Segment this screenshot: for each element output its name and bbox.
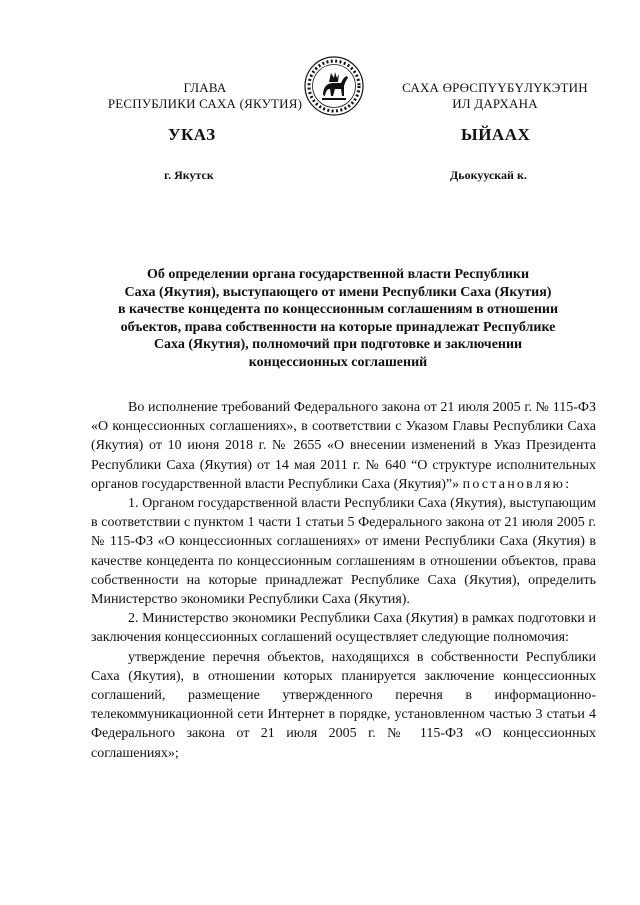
title-line: объектов, права собственности на которые принадлежат Республике: [120, 319, 556, 335]
issuer-right-line2: ИЛ ДАРХАНА: [452, 96, 538, 111]
intro-paragraph: [91, 398, 596, 494]
doc-type-left: УКАЗ: [168, 125, 216, 144]
issuer-left-line2: РЕСПУБЛИКИ САХА (ЯКУТИЯ): [107, 96, 303, 111]
issuer-left: [90, 80, 320, 112]
decree-word: постановляю:: [462, 476, 572, 492]
paragraph-2: 2. Министерство экономики Республики Саха (Якутия) в рамках подготовки и заключения концессионных соглашений осуществляет следующие полномочия:: [91, 611, 596, 646]
title-line: Саха (Якутия), выступающего от имени Республики Саха (Якутия): [124, 284, 552, 300]
title-line: концессионных соглашений: [248, 354, 428, 370]
issuer-right: [395, 80, 595, 112]
paragraph-3: утверждение перечня объектов, находящихся в собственности Республики Саха (Якутия), в отношении которых планируется заключение концессионных соглашений, размещение утвержденного перечня в информационно-телекоммуникационной сети Интернет в порядке, установленном частью 3 статьи 4 Федерального закона от 21 июля 2005 г. № 115-ФЗ «О концессионных соглашениях»;: [91, 649, 596, 761]
document-body: [91, 398, 596, 763]
place-right: Дьокуускай к.: [450, 168, 527, 182]
title-line: Саха (Якутия), полномочий при подготовке и заключении: [153, 337, 523, 353]
doc-type-right: ЫЙААХ: [461, 125, 531, 144]
title-line: Об определении органа государственной власти Республики: [146, 267, 530, 282]
title-line: в качестве концедента по концессионным соглашениям в отношении: [117, 302, 559, 318]
document-title: [88, 266, 588, 372]
place-left: г. Якутск: [164, 168, 214, 182]
intro-text: Во исполнение требований Федерального закона от 21 июля 2005 г. № 115-ФЗ «О концессионных соглашениях», в соответствии с Указом Главы Республики Саха (Якутия) от 10 июня 2018 г. № 2655 «О внесении изменений в Указ Президента Республики Саха (Якутия) от 14 мая 2011 г. № 640 “О структуре исполнительных органов государственной власти Республики Саха (Якутия)”»: [91, 400, 596, 492]
issuer-left-line1: ГЛАВА: [183, 80, 227, 95]
issuer-right-line1: САХА ӨРӨСПҮҮБҮЛҮКЭТИН: [402, 80, 588, 95]
paragraph-1: 1. Органом государственной власти Республики Саха (Якутия), выступающим в соответствии с пунктом 1 части 1 статьи 5 Федерального закона от 21 июля 2005 г. № 115-ФЗ «О концессионных соглашениях» от имени Республики Саха (Якутия) в качестве концедента по концессионным соглашениям в отношении объектов, права собственности на которые принадлежат Республике Саха (Якутия), определить Министерство экономики Республики Саха (Якутия).: [91, 496, 596, 608]
emblem-icon: [304, 56, 364, 116]
